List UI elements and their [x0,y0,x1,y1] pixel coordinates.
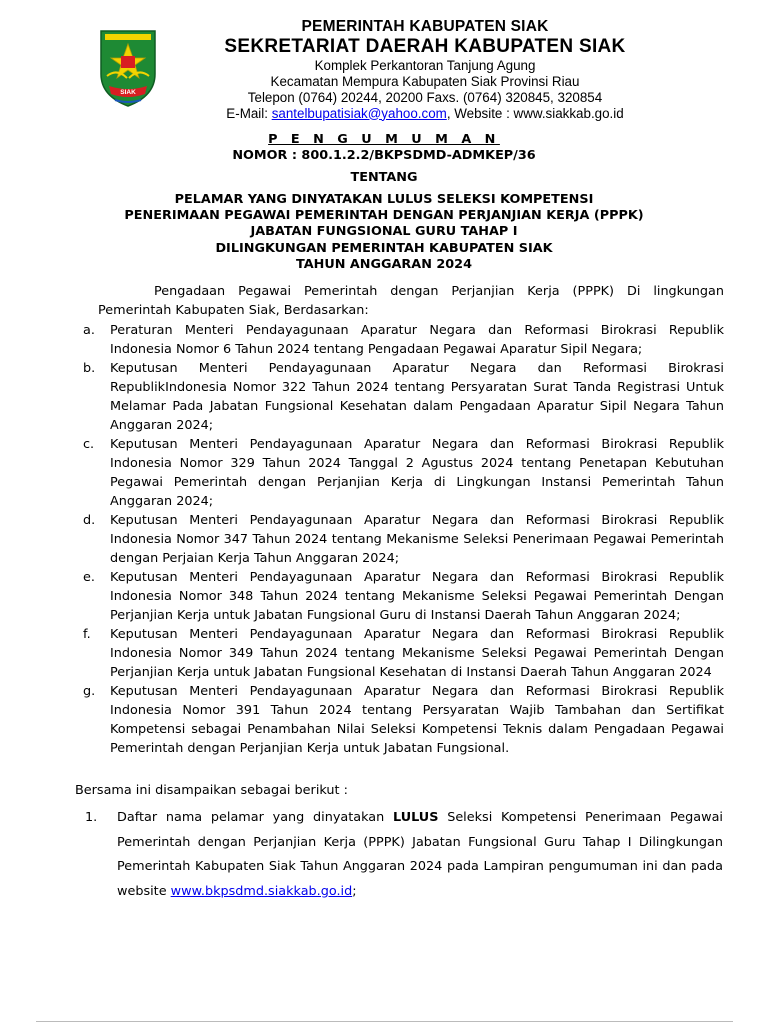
list-marker: e. [83,570,95,585]
email-label: E-Mail: [226,105,272,121]
logo-text: SIAK [120,89,136,96]
subject-line: PELAMAR YANG DINYATAKAN LULUS SELEKSI KOMPETENSI [174,191,594,207]
list-marker: f. [83,627,91,642]
list-marker: d. [83,513,96,528]
legal-basis-list [0,321,768,758]
point-bold-text: LULUS [393,810,439,825]
list-item-text: Peraturan Menteri Pendayagunaan Aparatur Negara dan Reformasi Birokrasi Republik Indonesia Nomor 6 Tahun 2024 tentang Pengadaan Pegawai Aparatur Sipil Negara; [110,323,724,357]
list-marker: g. [83,684,96,699]
subject-line: DILINGKUNGAN PEMERINTAH KABUPATEN SIAK [215,240,553,256]
siak-regency-logo [97,28,159,108]
letterhead [0,0,768,124]
address-line-2: Kecamatan Mempura Kabupaten Siak Provinsi Riau [270,73,580,89]
point-end: ; [352,883,357,899]
list-item-text: Keputusan Menteri Pendayagunaan Aparatur Negara dan Reformasi Birokrasi Republik Indonesia Nomor 349 Tahun 2024 tentang Mekanisme Seleksi Pegawai Pemerintah Dengan Perjanjian Kerja untuk Jabatan Fungsional Kesehatan di Instansi Daerah Tahun Anggaran 2024 [110,627,724,680]
subject-line: JABATAN FUNGSIONAL GURU TAHAP I [250,224,518,240]
announcement-points [0,806,768,904]
office-name: SEKRETARIAT DAERAH KABUPATEN SIAK [224,36,626,57]
list-item [83,568,724,625]
list-item [83,321,724,359]
address-line-1: Komplek Perkantoran Tanjung Agung [314,58,536,73]
point-text: Daftar nama pelamar yang dinyatakan [117,810,394,825]
list-item [83,359,724,435]
list-item-text: Keputusan Menteri Pendayagunaan Aparatur Negara dan Reformasi Birokrasi Republik Indonesia Nomor 348 Tahun 2024 tentang Mekanisme Seleksi Pegawai Pemerintah Dengan Perjanjian Kerja untuk Jabatan Fungsional Guru di Instansi Daerah Tahun Anggaran 2024; [110,570,724,623]
phone-line: Telepon (0764) 20244, 20200 Faxs. (0764) 320845, 320854 [247,89,603,105]
list-marker: c. [83,437,95,452]
announcement-about: TENTANG [350,169,418,185]
page-divider [36,1021,733,1022]
list-item-text: Keputusan Menteri Pendayagunaan Aparatur Negara dan Reformasi Birokrasi Republik Indonesia Nomor 329 Tahun 2024 Tanggal 2 Agustus 2024 tentang Penetapan Kebutuhan Pegawai Pemerintah dengan Perjanjian Kerja di Lingkungan Instansi Pemerintah Tahun Anggaran 2024; [110,437,724,509]
list-marker: a. [83,323,95,338]
website-text: , Website : www.siakkab.go.id [446,105,624,121]
email-link[interactable]: santelbupatisiak@yahoo.com [271,105,447,121]
subject-line: PENERIMAAN PEGAWAI PEMERINTAH DENGAN PERJANJIAN KERJA (PPPK) [124,208,644,224]
list-item-text: Keputusan Menteri Pendayagunaan Aparatur Negara dan Reformasi Birokrasi RepublikIndonesia Nomor 322 Tahun 2024 tentang Persyaratan Surat Tanda Registrasi Untuk Melamar Pada Jabatan Fungsional Kesehatan dalam Pengadaan Aparatur Sipil Negara Tahun Anggaran 2024; [110,361,724,433]
announcement-body [0,282,768,758]
closing-sentence: Bersama ini disampaikan sebagai berikut : [75,783,348,798]
list-marker: b. [83,361,96,376]
email-website-line [190,106,660,122]
point-item [85,806,723,904]
list-item-text: Keputusan Menteri Pendayagunaan Aparatur Negara dan Reformasi Birokrasi Republik Indonesia Nomor 391 Tahun 2024 tentang Persyaratan Wajib Tambahan dan Sertifikat Kompetensi sebagai Penambahan Nilai Seleksi Kompetensi Teknis dalam Pengadaan Pegawai Pemerintah dengan Perjanjian Kerja untuk Jabatan Fungsional. [110,684,724,756]
letterhead-text [190,17,660,122]
intro-paragraph: Pengadaan Pegawai Pemerintah dengan Perjanjian Kerja (PPPK) Di lingkungan Pemerintah Kabupaten Siak, Berdasarkan: [98,284,724,318]
list-item-text: Keputusan Menteri Pendayagunaan Aparatur Negara dan Reformasi Birokrasi Republik Indonesia Nomor 347 Tahun 2024 tentang Mekanisme Seleksi Penerimaan Pegawai Pemerintah dengan Perjaian Kerja Tahun Anggaran 2024; [110,513,724,566]
announcement-subject [0,192,768,273]
list-item [83,511,724,568]
list-item [83,682,724,758]
announcement-title: P E N G U M U M A N [268,132,500,147]
announcement-heading [0,132,768,273]
point-number: 1. [85,810,98,825]
list-item [83,435,724,511]
subject-line: TAHUN ANGGARAN 2024 [296,257,472,273]
website-link[interactable]: www.bkpsdmd.siakkab.go.id [170,883,353,899]
government-name: PEMERINTAH KABUPATEN SIAK [301,18,549,35]
list-item [83,625,724,682]
point-text: Seleksi Kompetensi Penerimaan Pegawai Pemerintah dengan Perjanjian Kerja (PPPK) Jabatan Fungsional Guru Tahap I Dilingkungan Pemerintah Kabupaten Siak Tahun Anggaran 2024 pada Lampiran pengumuman ini dan pada website [117,810,723,899]
announcement-number: NOMOR : 800.1.2.2/BKPSDMD-ADMKEP/36 [232,148,536,164]
